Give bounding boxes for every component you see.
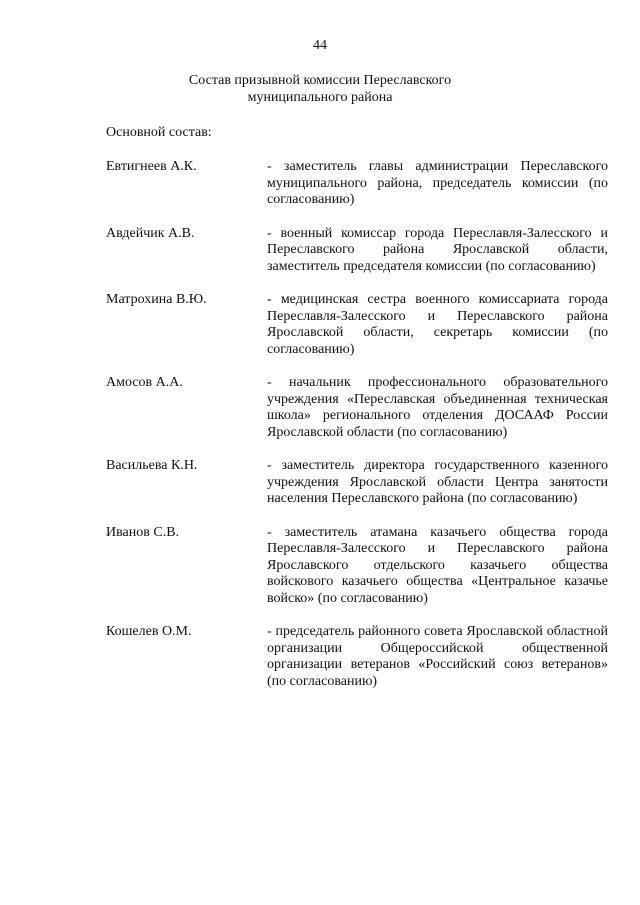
member-role: - заместитель директора государственного казенного учреждения Ярославской области Центра занятости населения Переславского района (по согласованию) bbox=[267, 458, 608, 506]
commission-member bbox=[106, 458, 608, 508]
commission-member bbox=[106, 375, 608, 441]
commission-member bbox=[106, 624, 608, 690]
member-role: - военный комиссар города Переславля-Залесского и Переславского района Ярославской области, заместитель председателя комиссии (по согласованию) bbox=[267, 225, 608, 274]
commission-member bbox=[106, 525, 608, 608]
member-name: Иванов С.В. bbox=[106, 524, 180, 540]
title-line-2: муниципального района bbox=[247, 89, 393, 105]
commission-member bbox=[106, 226, 608, 276]
title-line-1: Состав призывной комиссии Переславского bbox=[188, 73, 452, 88]
commission-member bbox=[106, 159, 608, 209]
member-role: - заместитель главы администрации Переславского муниципального района, председатель комиссии (по согласованию) bbox=[267, 159, 608, 207]
member-name: Васильева К.Н. bbox=[106, 458, 198, 473]
member-name: Кошелев О.М. bbox=[106, 624, 192, 639]
member-role: - заместитель атамана казачьего общества города Переславля-Залесского и Переславского района Ярославского отдельского казачьего общества войскового казачьего общества «Центральное казачье войско» (по согласованию) bbox=[267, 524, 608, 606]
member-name: Амосов А.А. bbox=[106, 375, 183, 390]
main-composition-label: Основной состав: bbox=[106, 125, 212, 140]
page-number: 44 bbox=[313, 38, 327, 53]
member-role: - начальник профессионального образовательного учреждения «Переславская объединенная техническая школа» регионального отделения ДОСААФ России Ярославской области (по согласованию) bbox=[267, 375, 608, 440]
commission-member bbox=[106, 292, 608, 358]
member-role: - председатель районного совета Ярославской областной организации Общероссийской общественной организации ветеранов «Российский союз ветеранов» (по согласованию) bbox=[267, 624, 608, 689]
member-name: Евтигнеев А.К. bbox=[106, 159, 197, 174]
document-title bbox=[0, 73, 640, 106]
member-role: - медицинская сестра военного комиссариата города Переславля-Залесского и Переславского района Ярославской области, секретарь комиссии (по согласованию) bbox=[267, 292, 608, 357]
commission-members-list bbox=[106, 159, 608, 707]
member-name: Матрохина В.Ю. bbox=[106, 292, 207, 307]
member-name: Авдейчик А.В. bbox=[106, 225, 195, 241]
